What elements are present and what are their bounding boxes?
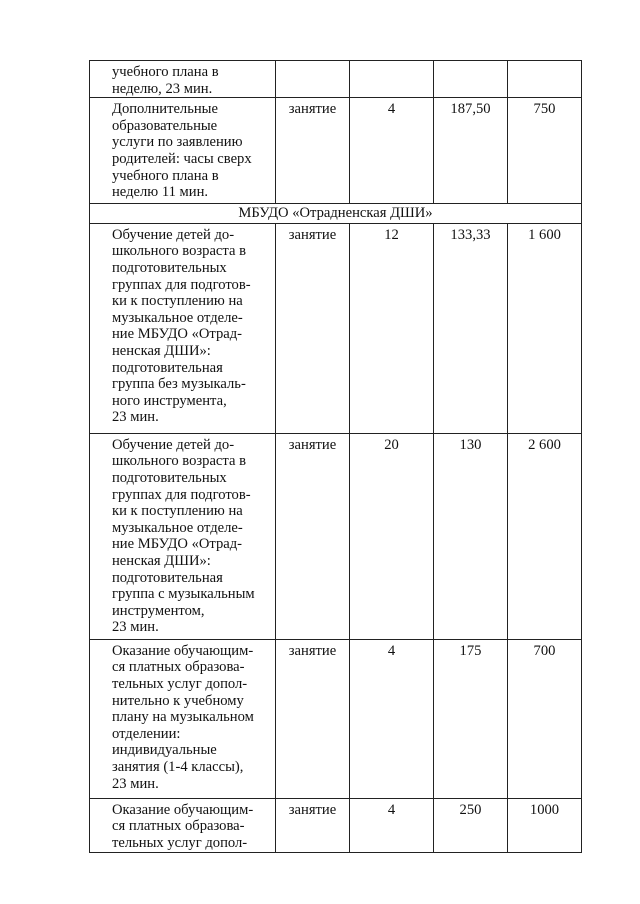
table-row <box>90 223 582 433</box>
table-row <box>90 798 582 852</box>
total-cell: 2 600 <box>508 433 582 639</box>
price-cell: 130 <box>434 433 508 639</box>
count-cell <box>350 61 434 98</box>
count-cell: 4 <box>350 798 434 852</box>
count-cell: 4 <box>350 639 434 798</box>
count-cell: 4 <box>350 98 434 204</box>
service-cell <box>90 433 276 639</box>
unit-cell: занятие <box>276 639 350 798</box>
table-row <box>90 61 582 98</box>
count-cell: 20 <box>350 433 434 639</box>
price-cell: 133,33 <box>434 223 508 433</box>
unit-cell: занятие <box>276 798 350 852</box>
service-cell <box>90 61 276 98</box>
section-title: МБУДО «Отрадненская ДШИ» <box>90 204 582 224</box>
service-text: Обучение детей до- школьного возраста в подготовительных группах для подготов- ки к поступлению на музыкальное отделе- ние МБУДО «Отрад- ненская ДШИ»: подготовительная группа без музыкаль- ного инструмента, 23 мин. <box>112 226 251 426</box>
service-text: Оказание обучающим- ся платных образова- тельных услуг допол- <box>112 801 254 851</box>
total-cell: 750 <box>508 98 582 204</box>
service-cell <box>90 798 276 852</box>
unit-cell: занятие <box>276 98 350 204</box>
price-cell: 175 <box>434 639 508 798</box>
service-text: Дополнительные образовательные услуги по заявлению родителей: часы сверх учебного плана в неделю 11 мин. <box>112 101 252 201</box>
service-cell <box>90 98 276 204</box>
service-cell <box>90 223 276 433</box>
unit-cell: занятие <box>276 223 350 433</box>
service-text: учебного плана в неделю, 23 мин. <box>112 64 219 97</box>
table-row <box>90 639 582 798</box>
table-row <box>90 98 582 204</box>
unit-cell <box>276 61 350 98</box>
price-cell: 250 <box>434 798 508 852</box>
total-cell: 1000 <box>508 798 582 852</box>
total-cell <box>508 61 582 98</box>
price-cell: 187,50 <box>434 98 508 204</box>
section-row <box>90 204 582 224</box>
table-row <box>90 433 582 639</box>
service-cell <box>90 639 276 798</box>
count-cell: 12 <box>350 223 434 433</box>
service-text: Оказание обучающим- ся платных образова- тельных услуг допол- нительно к учебному плану на музыкальном отделении: индивидуальные занятия (1-4 классы), 23 мин. <box>112 642 254 792</box>
unit-cell: занятие <box>276 433 350 639</box>
total-cell: 700 <box>508 639 582 798</box>
price-cell <box>434 61 508 98</box>
total-cell: 1 600 <box>508 223 582 433</box>
tariff-table <box>89 60 582 853</box>
service-text: Обучение детей до- школьного возраста в подготовительных группах для подготов- ки к поступлению на музыкальное отделе- ние МБУДО «Отрад- ненская ДШИ»: подготовительная группа с музыкальным инструментом, 23 мин. <box>112 436 255 636</box>
